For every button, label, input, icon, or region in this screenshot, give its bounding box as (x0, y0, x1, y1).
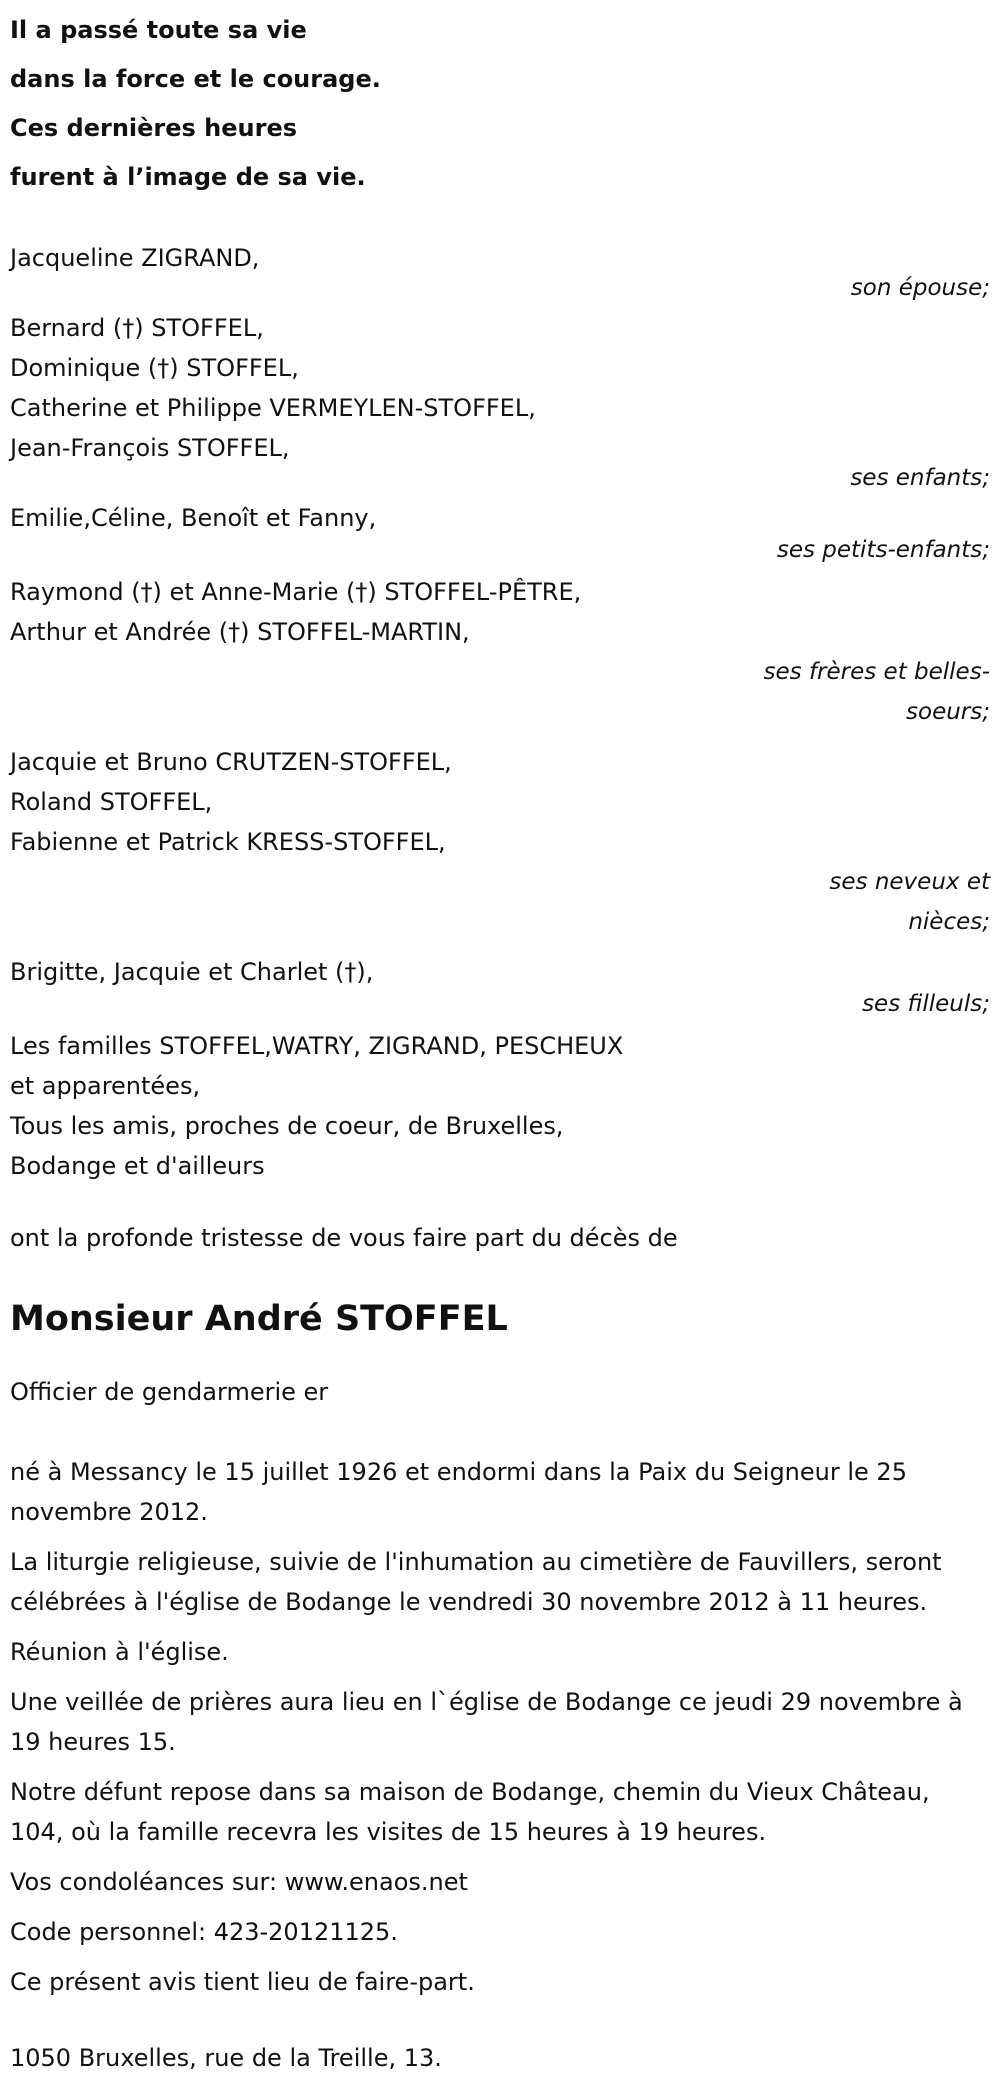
relation-label: ses frères et belles-soeurs; (763, 659, 990, 725)
relative-group-children (10, 308, 990, 491)
relative-name: Emilie,Céline, Benoît et Fanny, (10, 504, 377, 532)
families-line: Les familles STOFFEL,WATRY, ZIGRAND, PESCHEUX (10, 1032, 624, 1060)
relation-label: ses neveux et nièces; (829, 869, 990, 935)
relative-name: Catherine et Philippe VERMEYLEN-STOFFEL, (10, 394, 536, 422)
relative-name: Jacquie et Bruno CRUTZEN-STOFFEL, (10, 748, 452, 776)
relative-group-grandchildren (10, 498, 990, 562)
relation-label: son épouse; (850, 275, 990, 301)
meeting-details: Réunion à l'église. (10, 1638, 229, 1666)
families-and-friends (10, 1026, 990, 1186)
relative-name: Jean-François STOFFEL, (10, 434, 290, 462)
relative-name: Fabienne et Patrick KRESS-STOFFEL, (10, 828, 446, 856)
relation-label: ses petits-enfants; (776, 537, 990, 563)
relative-name: Jacqueline ZIGRAND, (10, 244, 260, 272)
relative-group-siblings (10, 572, 990, 732)
relative-name: Arthur et Andrée (†) STOFFEL-MARTIN, (10, 618, 470, 646)
vigil-details: Une veillée de prières aura lieu en l`église de Bodange ce jeudi 29 novembre à 19 heures 15. (10, 1688, 963, 1756)
condolences-details: Vos condoléances sur: www.enaos.net (10, 1868, 468, 1896)
relative-name: Brigitte, Jacquie et Charlet (†), (10, 958, 374, 986)
relation-label: ses filleuls; (862, 991, 990, 1017)
address: 1050 Bruxelles, rue de la Treille, 13. (10, 2044, 442, 2072)
families-line: Tous les amis, proches de coeur, de Bruxelles, (10, 1112, 564, 1140)
birth-death-details: né à Messancy le 15 juillet 1926 et endormi dans la Paix du Seigneur le 25 novembre 2012. (10, 1458, 907, 1526)
relative-group-nephews (10, 742, 990, 942)
obituary-notice (10, 6, 990, 2078)
families-line: Bodange et d'ailleurs (10, 1152, 265, 1180)
visitation-details: Notre défunt repose dans sa maison de Bodange, chemin du Vieux Château, 104, où la famille recevra les visites de 15 heures à 19 heures. (10, 1778, 930, 1846)
poem-line: Il a passé toute sa vie (10, 16, 307, 44)
relation-label: ses enfants; (850, 465, 990, 491)
poem-line: Ces dernières heures (10, 114, 298, 142)
relative-name: Roland STOFFEL, (10, 788, 213, 816)
opening-poem (10, 6, 990, 202)
announcement-text: ont la profonde tristesse de vous faire part du décès de (10, 1224, 678, 1252)
relative-name: Raymond (†) et Anne-Marie (†) STOFFEL-PÊTRE, (10, 578, 582, 606)
deceased-name: Monsieur André STOFFEL (10, 1299, 508, 1339)
families-line: et apparentées, (10, 1072, 201, 1100)
relative-name: Bernard (†) STOFFEL, (10, 314, 264, 342)
relative-group-spouse (10, 238, 990, 301)
relative-group-godchildren (10, 952, 990, 1016)
notice-statement: Ce présent avis tient lieu de faire-part. (10, 1968, 475, 1996)
deceased-title: Officier de gendarmerie er (10, 1378, 329, 1406)
personal-code: Code personnel: 423-20121125. (10, 1918, 398, 1946)
funeral-details: La liturgie religieuse, suivie de l'inhumation au cimetière de Fauvillers, seront célébrées à l'église de Bodange le vendredi 30 novembre 2012 à 11 heures. (10, 1548, 942, 1616)
poem-line: furent à l’image de sa vie. (10, 163, 366, 191)
poem-line: dans la force et le courage. (10, 65, 381, 93)
relative-name: Dominique (†) STOFFEL, (10, 354, 299, 382)
